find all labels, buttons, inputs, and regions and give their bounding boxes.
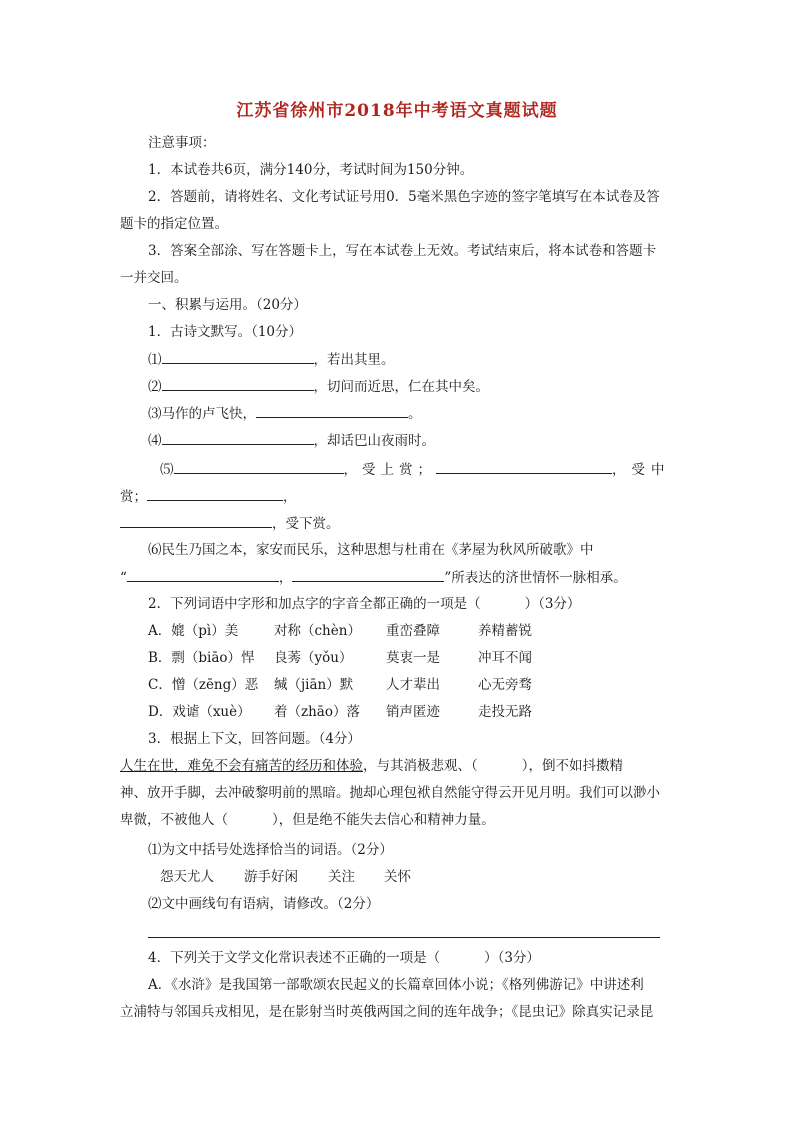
question-1-stem: 1．古诗文默写。（10分）	[148, 324, 303, 340]
option-c-2: 缄（jiān）默	[274, 677, 354, 693]
answer-blank[interactable]	[162, 430, 314, 445]
q1-l5-end: ，受中	[612, 462, 671, 478]
q1-l5b-start: 赏；	[120, 489, 147, 505]
q1-l6b-end: ”所表达的济世情怀一脉相承。	[444, 570, 627, 586]
question-4-stem	[148, 948, 708, 968]
q1-l5b-end: ，	[283, 489, 297, 505]
q2-option-d	[148, 702, 708, 722]
q1-line-3	[148, 403, 708, 424]
option-c-4: 心无旁骛	[478, 677, 532, 693]
option-d-1: D．戏谑（xuè）	[148, 704, 251, 720]
q1-l6b-comma: ，	[278, 570, 293, 586]
answer-blank[interactable]	[120, 513, 272, 528]
notice-item-1: 1．本试卷共6页，满分140分，考试时间为150分钟。	[148, 162, 474, 178]
q1-l2-number: ⑵	[148, 379, 162, 395]
q1-l1-number: ⑴	[148, 352, 162, 368]
q2-option-c	[148, 675, 708, 695]
q3-subquestion-1: ⑴为文中括号处选择恰当的词语。（2分）	[148, 842, 393, 858]
option-b-2: 良莠（yǒu）	[274, 650, 353, 666]
answer-blank[interactable]	[162, 349, 314, 364]
question-2-stem	[148, 594, 708, 614]
option-d-2: 着（zhāo）落	[274, 704, 360, 720]
word-choice: 关注	[328, 869, 355, 885]
q3-p1-end: ），倒不如抖擞精	[521, 758, 623, 774]
q1-l3-text: ⑶马作的卢飞快，	[148, 406, 256, 422]
option-c-3: 人才辈出	[386, 677, 440, 693]
answer-blank[interactable]	[147, 486, 283, 501]
q3-passage-line-3	[120, 810, 680, 830]
question-3-stem: 3．根据上下文，回答问题。（4分）	[148, 731, 361, 747]
q2-stem-end: ）（3分）	[524, 596, 581, 612]
q3-word-choices	[160, 867, 720, 887]
q3-p3-b: ），但是绝不能失去信心和精神力量。	[272, 812, 495, 828]
q1-l4-text: ，却话巴山夜雨时。	[313, 433, 435, 449]
answer-blank[interactable]	[292, 567, 444, 582]
option-a-2: 对称（chèn）	[274, 623, 361, 639]
option-a-3: 重峦叠障	[386, 623, 440, 639]
underlined-sentence: 人生在世，难免不会有痛苦的经历和体验	[120, 758, 363, 774]
answer-blank[interactable]	[162, 376, 314, 391]
notice-item-2-cont: 题卡的指定位置。	[120, 216, 228, 232]
q1-l5c-end: ，受下赏。	[272, 516, 340, 532]
option-d-4: 走投无路	[478, 704, 532, 720]
option-b-3: 莫衷一是	[386, 650, 440, 666]
q1-l1-text: ，若出其里。	[313, 352, 395, 368]
q4-option-a-line-1: A．《水浒》是我国第一部歌颂农民起义的长篇章回体小说；《格列佛游记》中讲述利	[148, 977, 644, 993]
notice-heading: 注意事项：	[148, 135, 216, 151]
q1-line-6: ⑹民生乃国之本，家安而民乐，这种思想与杜甫在《茅屋为秋风所破歌》中	[148, 542, 594, 558]
answer-line[interactable]	[148, 937, 660, 938]
option-a-1: A．媲（pì）美	[148, 623, 239, 639]
option-c-1: C．憎（zēng）恶	[148, 677, 259, 693]
q3-subquestion-2: ⑵文中画线句有语病，请修改。（2分）	[148, 896, 380, 912]
q1-line-5b	[120, 486, 680, 507]
word-choice: 怨天尤人	[160, 869, 214, 885]
q2-option-a	[148, 621, 708, 641]
word-choice: 游手好闲	[244, 869, 298, 885]
q4-option-a-line-2: 立浦特与邻国兵戎相见，是在影射当时英俄两国之间的连年战争；《昆虫记》除真实记录昆	[120, 1004, 654, 1020]
q1-l4-number: ⑷	[148, 433, 162, 449]
section-1-heading: 一、积累与运用。（20分）	[148, 297, 307, 313]
q1-line-1	[148, 349, 708, 370]
answer-blank[interactable]	[436, 459, 612, 474]
option-d-3: 销声匿迹	[386, 704, 440, 720]
q1-line-2	[148, 376, 708, 397]
word-choice: 关怀	[384, 869, 411, 885]
option-a-4: 养精蓄锐	[478, 623, 532, 639]
notice-item-2: 2．答题前，请将姓名、文化考试证号用0．5毫米黑色字迹的签字笔填写在本试卷及答	[148, 189, 660, 205]
answer-blank[interactable]	[174, 459, 344, 474]
q2-stem-text: 2．下列词语中字形和加点字的字音全都正确的一项是（	[148, 596, 481, 612]
q3-passage-line-2: 神、放开手脚，去冲破黎明前的黑暗。抛却心理包袱自然能守得云开见月明。我们可以渺小	[120, 785, 660, 801]
q3-p3-a: 卑微，不被他人（	[120, 812, 228, 828]
q1-l2-text: ，切问而近思，仁在其中矣。	[313, 379, 489, 395]
q4-stem-text: 4．下列关于文学文化常识表述不正确的一项是（	[148, 950, 441, 966]
q2-option-b	[148, 648, 708, 668]
q1-line-6b	[120, 567, 680, 588]
notice-item-3: 3．答案全部涂、写在答题卡上，写在本试卷上无效。考试结束后，将本试卷和答题卡	[148, 243, 657, 259]
option-b-4: 冲耳不闻	[478, 650, 532, 666]
q1-l5-mid: ，受上赏；	[343, 462, 436, 478]
answer-blank[interactable]	[127, 567, 279, 582]
q3-passage-line-1	[120, 756, 680, 776]
q4-stem-end: ）（3分）	[484, 950, 540, 966]
q1-line-5	[160, 459, 720, 480]
q1-line-5c	[120, 513, 680, 534]
q1-l6b-open: “	[120, 570, 127, 586]
q1-l3-end: 。	[408, 406, 422, 422]
answer-blank[interactable]	[256, 403, 408, 418]
option-b-1: B．剽（biāo）悍	[148, 650, 255, 666]
exam-title: 江苏省徐州市2018年中考语文真题试题	[236, 101, 558, 121]
notice-item-3-cont: 一并交回。	[120, 270, 188, 286]
q1-line-4	[148, 430, 708, 451]
q1-l5-number: ⑸	[160, 462, 174, 478]
q3-p1-rest: ，与其消极悲观、（	[363, 758, 478, 774]
